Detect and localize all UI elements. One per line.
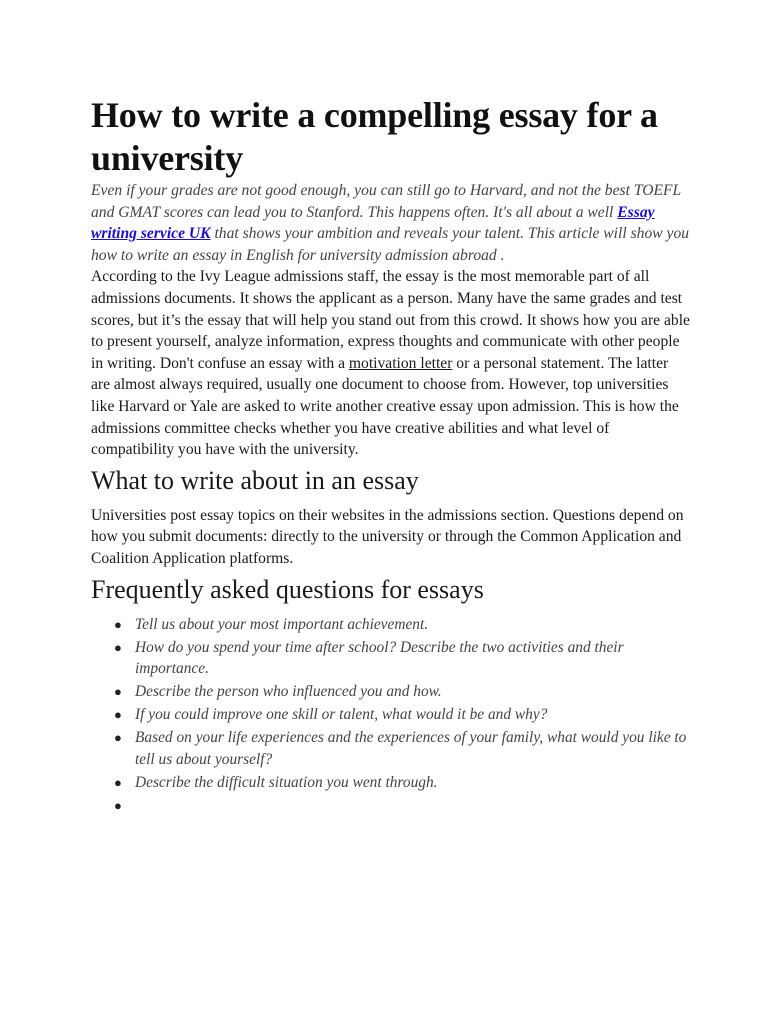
motivation-letter-link[interactable]: motivation letter [348, 354, 453, 372]
intro-text-before: Even if your grades are not good enough, you can still go to Harvard, and not the best TOEFL and GMAT scores can lead you to Stanford. This happens often. It's all about a well [91, 182, 681, 221]
list-item-text: Tell us about your most important achievement. [135, 615, 429, 633]
paragraph-text-before: According to the Ivy League admissions staff, the essay is the most memorable part of all admissions documents. It shows the applicant as a person. Many have the same grades and test scores, but it’s the essay that will help you stand out from this crowd. It shows how you are able to present yourself, analyze information, express thoughts and communicate with other people in writing. Don't confuse an essay with a [91, 268, 690, 372]
article-content [91, 94, 691, 818]
section-heading-faq: Frequently asked questions for essays [91, 574, 484, 604]
list-item-empty [114, 795, 691, 817]
body-paragraph [91, 266, 691, 460]
list-item-text: Describe the person who influenced you and how. [135, 683, 442, 700]
bullet-icon: ● [114, 730, 122, 745]
list-item [114, 681, 691, 703]
bullet-icon: ● [114, 797, 122, 813]
bullet-icon: ● [114, 684, 122, 699]
intro-text-after: that shows your ambition and reveals your talent. This article will show you how to write an essay in English for university admission abroad . [91, 225, 690, 264]
list-item-text: How do you spend your time after school? Describe the two activities and their importance. [135, 638, 624, 677]
list-item [114, 704, 691, 726]
list-item [114, 637, 691, 680]
page-title: How to write a compelling essay for a university [91, 95, 658, 178]
list-item [114, 614, 691, 636]
list-item-text: Describe the difficult situation you went through. [135, 773, 438, 791]
intro-paragraph [91, 180, 691, 266]
list-item [114, 772, 691, 794]
list-item-text: Based on your life experiences and the experiences of your family, what would you like to tell us about yourself? [135, 729, 687, 768]
bullet-icon: ● [114, 774, 122, 790]
section-paragraph-topics: Universities post essay topics on their websites in the admissions section. Questions depend on how you submit documents: directly to the university or through the Common Application and Coalition Application platforms. [91, 506, 684, 567]
list-item-text [135, 797, 139, 814]
faq-list [91, 614, 691, 817]
list-item-text: If you could improve one skill or talent, what would it be and why? [135, 706, 548, 723]
list-item [114, 727, 691, 770]
bullet-icon: ● [114, 707, 122, 722]
essay-service-link[interactable]: Essay writing service UK [91, 203, 655, 243]
bullet-icon: ● [114, 639, 122, 655]
bullet-icon: ● [114, 616, 122, 632]
section-heading-what-to-write: What to write about in an essay [91, 465, 419, 495]
paragraph-text-after: or a personal statement. The latter are almost always required, usually one document to choose from. However, top universities like Harvard or Yale are asked to write another creative essay upon admission. This is how the admissions committee checks whether you have creative abilities and what level of compatibility you have with the university. [91, 354, 679, 459]
